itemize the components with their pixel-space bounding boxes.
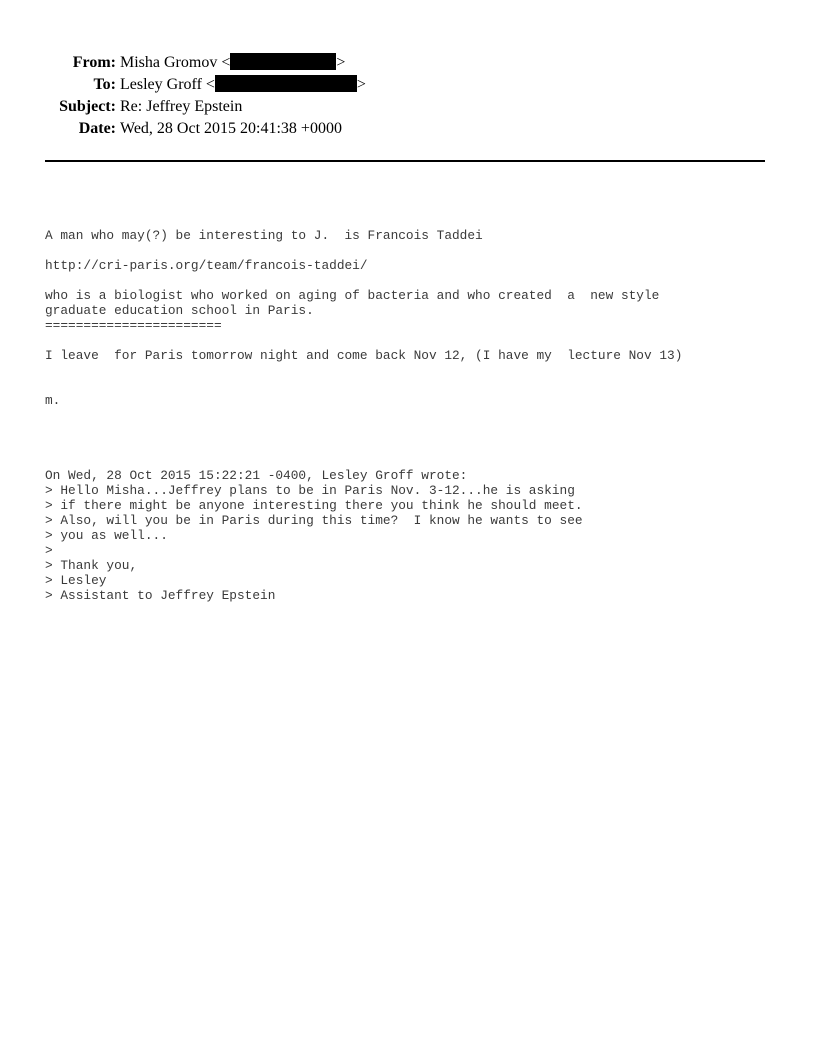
message-separator: =======================: [45, 318, 222, 333]
message-url: http://cri-paris.org/team/francois-taddei/: [45, 258, 368, 273]
date-value: Wed, 28 Oct 2015 20:41:38 +0000: [120, 120, 342, 137]
from-name: Misha Gromov <: [120, 54, 231, 71]
quoted-line: >: [45, 543, 53, 558]
subject-value: Re: Jeffrey Epstein: [120, 98, 243, 115]
quoted-line: > Hello Misha...Jeffrey plans to be in Paris Nov. 3-12...he is asking: [45, 483, 575, 498]
to-value: [120, 74, 366, 96]
message-travel: I leave for Paris tomorrow night and come back Nov 12, (I have my lecture Nov 13): [45, 348, 683, 363]
to-close: >: [356, 76, 366, 93]
subject-row: [0, 96, 366, 118]
header-divider: [45, 160, 765, 162]
redacted-from-email: [230, 53, 336, 70]
quoted-line: > Also, will you be in Paris during this time? I know he wants to see: [45, 513, 583, 528]
quoted-line: > Thank you,: [45, 558, 138, 573]
date-row: [0, 118, 366, 140]
message-line-1: A man who may(?) be interesting to J. is Francois Taddei: [45, 228, 483, 243]
redacted-to-email: [215, 75, 357, 92]
from-row: [0, 52, 366, 74]
date-label: Date:: [78, 120, 116, 137]
quoted-intro: On Wed, 28 Oct 2015 15:22:21 -0400, Lesley Groff wrote:: [45, 468, 468, 483]
quoted-line: > Lesley: [45, 573, 107, 588]
quoted-line: > Assistant to Jeffrey Epstein: [45, 588, 276, 603]
quoted-line: > if there might be anyone interesting there you think he should meet.: [45, 498, 583, 513]
message-description-1: who is a biologist who worked on aging of bacteria and who created a new style: [45, 288, 660, 303]
email-header: [0, 52, 366, 140]
from-label: From:: [72, 54, 116, 71]
to-row: [0, 74, 366, 96]
from-value: [120, 52, 345, 74]
message-description-2: graduate education school in Paris.: [45, 303, 314, 318]
subject-label: Subject:: [59, 98, 116, 115]
to-name: Lesley Groff <: [120, 76, 215, 93]
from-close: >: [336, 54, 346, 71]
message-signoff: m.: [45, 393, 61, 408]
to-label: To:: [93, 76, 116, 93]
quoted-line: > you as well...: [45, 528, 168, 543]
